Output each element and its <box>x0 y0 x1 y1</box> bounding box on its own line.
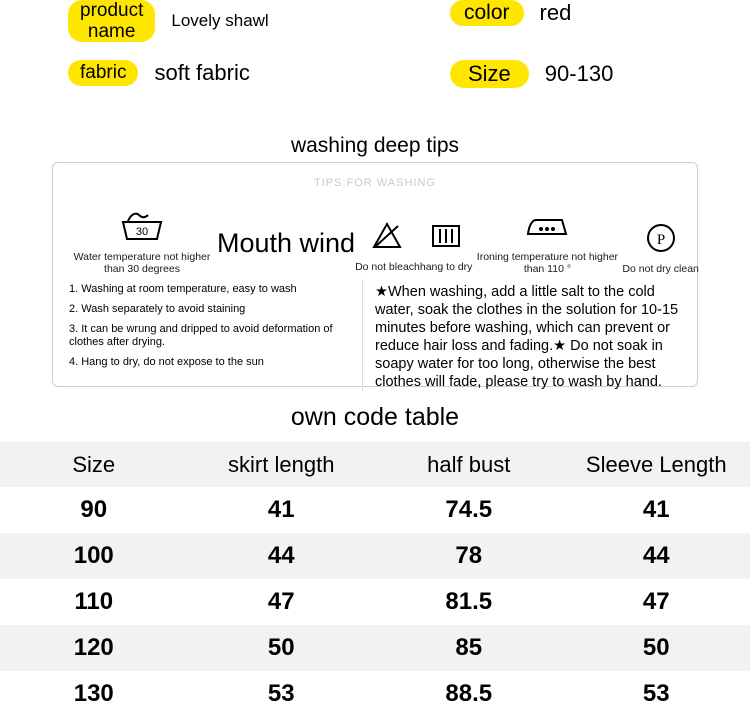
list-item: 4. Hang to dry, do not expose to the sun <box>69 356 352 369</box>
table-row <box>0 625 750 671</box>
attribute-fabric <box>0 60 420 86</box>
list-item: 2. Wash separately to avoid staining <box>69 303 352 316</box>
attribute-product-name <box>0 0 420 42</box>
list-item: 3. It can be wrung and dripped to avoid deformation of clothes after drying. <box>69 323 352 349</box>
cell-half-bust: 74.5 <box>375 487 563 533</box>
washing-tips-box <box>52 162 698 387</box>
table-row <box>0 487 750 533</box>
size-label: Size <box>450 60 529 88</box>
mouth-wind-label: Mouth wind <box>217 228 355 258</box>
size-value: 90-130 <box>545 61 614 87</box>
color-label: color <box>450 0 524 26</box>
washing-instruction-lists <box>53 279 697 391</box>
cell-skirt-length: 44 <box>188 533 376 579</box>
washing-tips-title: washing deep tips <box>0 134 750 158</box>
care-symbol-caption: hang to dry <box>420 261 473 273</box>
list-item: 1. Washing at room temperature, easy to wash <box>69 283 352 296</box>
wash-tub-30-icon <box>67 205 217 247</box>
mouth-wind-text <box>217 228 355 275</box>
product-attributes <box>0 0 750 120</box>
product-name-label: product name <box>68 0 155 42</box>
table-row <box>0 671 750 717</box>
care-symbol-iron <box>472 205 622 275</box>
color-value: red <box>540 0 572 26</box>
cell-sleeve-length: 44 <box>563 533 750 579</box>
washing-tips-subtitle: TIPS:FOR WASHING <box>53 177 697 189</box>
cell-sleeve-length: 41 <box>563 487 750 533</box>
svg-text:30: 30 <box>136 226 148 238</box>
care-symbol-no-dry-clean <box>622 217 698 275</box>
care-symbol-hang-to-dry <box>420 215 473 275</box>
cell-sleeve-length: 53 <box>563 671 750 717</box>
cell-sleeve-length: 50 <box>563 625 750 671</box>
care-symbols <box>53 189 697 275</box>
cell-skirt-length: 53 <box>188 671 376 717</box>
fabric-label: fabric <box>68 60 138 86</box>
care-symbol-caption: Do not bleach <box>355 261 420 273</box>
cell-size: 130 <box>0 671 188 717</box>
cell-size: 110 <box>0 579 188 625</box>
product-name-value: Lovely shawl <box>171 11 268 31</box>
cell-skirt-length: 50 <box>188 625 376 671</box>
cell-size: 120 <box>0 625 188 671</box>
no-bleach-icon <box>355 215 420 257</box>
column-header-sleeve-length: Sleeve Length <box>563 442 750 487</box>
size-table <box>0 442 750 717</box>
care-symbol-no-bleach <box>355 215 420 275</box>
cell-half-bust: 78 <box>375 533 563 579</box>
cell-skirt-length: 47 <box>188 579 376 625</box>
column-header-half-bust: half bust <box>375 442 563 487</box>
attribute-row <box>0 60 750 120</box>
table-header-row <box>0 442 750 487</box>
care-symbol-caption: Ironing temperature not higher than 110 ° <box>472 251 622 275</box>
attribute-size <box>420 60 750 88</box>
fabric-value: soft fabric <box>154 60 249 86</box>
care-symbol-caption: Do not dry clean <box>622 263 698 275</box>
washing-numbered-list <box>63 279 363 391</box>
hang-to-dry-icon <box>420 215 473 257</box>
no-dry-clean-icon <box>622 217 698 259</box>
attribute-row <box>0 0 750 60</box>
cell-size: 100 <box>0 533 188 579</box>
cell-sleeve-length: 47 <box>563 579 750 625</box>
cell-half-bust: 81.5 <box>375 579 563 625</box>
svg-text:P: P <box>656 232 664 248</box>
cell-half-bust: 88.5 <box>375 671 563 717</box>
iron-110-icon <box>472 205 622 247</box>
table-row <box>0 579 750 625</box>
care-symbol-wash-temp <box>67 205 217 275</box>
washing-note-text: ★When washing, add a little salt to the cold water, soak the clothes in the solution for 10-15 minutes before washing, which can prevent or reduce hair loss and fading.★ Do not soak in soapy water for too long, otherwise the best clothes will fade, please try to wash by hand. <box>363 279 687 391</box>
care-symbol-caption: Water temperature not higher than 30 degrees <box>67 251 217 275</box>
attribute-color <box>420 0 750 26</box>
column-header-size: Size <box>0 442 188 487</box>
cell-size: 90 <box>0 487 188 533</box>
size-table-title: own code table <box>0 403 750 432</box>
column-header-skirt-length: skirt length <box>188 442 376 487</box>
cell-half-bust: 85 <box>375 625 563 671</box>
table-row <box>0 533 750 579</box>
cell-skirt-length: 41 <box>188 487 376 533</box>
